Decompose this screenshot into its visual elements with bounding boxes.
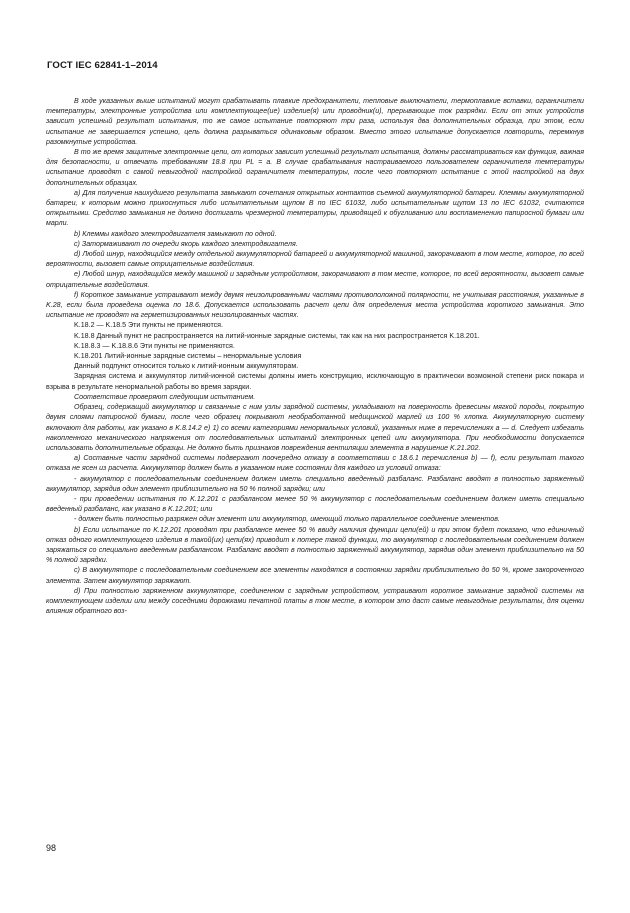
paragraph: e) Любой шнур, находящийся между машиной и зарядным устройством, закорачивают в том месте, которое, по всей вероятности, вызовет самые отрицательные воздействия. bbox=[46, 270, 584, 289]
paragraph: K.18.2 — K.18.5 Эти пункты не применяются. bbox=[74, 321, 223, 330]
paragraph: a) Для получения наихудшего результата замыкают сочетания открытых контактов съемной аккумуляторной батареи. Клеммы аккумуляторной батареи, к которым можно прикоснуться либо испытательным щупом B по IEC 61032, либо испытательным щупом 13 по IEC 61032, считаются открытыми. Средство замыкания не должно достигать чрезмерной температуры, приводящей к обугливанию или воспламенению папиросной бумаги или марли. bbox=[46, 188, 584, 228]
paragraph: - при проведении испытания по K.12.201 с разбалансом менее 50 % аккумулятор с последовательным соединением должен иметь специально введенный разбаланс, как указано в K.12.201; или bbox=[46, 494, 584, 514]
paragraph: K.18.8 Данный пункт не распространяется на литий-ионные зарядные системы, так как на них распространяется K.18.201. bbox=[74, 331, 480, 340]
paragraph: a) Составные части зарядной системы подвергают поочередно отказу в соответствии с 18.6.1 перечисления b) — f), если результат такого отказа не ясен из расчета. Аккумулятор должен быть в указанном ниже состоянии для каждого из условий отказа: bbox=[46, 454, 584, 473]
paragraph: K.18.201 Литий-ионные зарядные системы – ненормальные условия bbox=[74, 352, 302, 361]
paragraph: Данный подпункт относится только к литий-ионным аккумуляторам. bbox=[74, 362, 299, 371]
paragraph: Образец, содержащий аккумулятор и связанные с ним узлы зарядной системы, укладывают на поверхность древесины мягкой породы, покрытую двумя слоями папиросной бумаги, после чего образец покрывают необработанной медицинской марлей из 100 % хлопка. Аккумуляторную систему включают для работы, как указано в K.8.14.2 e) 1) со всеми категориями ненормальных условий, указанных ниже в перечислениях a — d. Следует избегать накопленного механического напряжения от последовательных испытаний электронных цепей или аккумулятора. При необходимости допускается использовать дополнительные образцы. Не должно быть признаков повреждения вентиляции элемента в нарушение K.21.202. bbox=[46, 403, 584, 452]
document-body bbox=[46, 96, 584, 616]
paragraph: d) Любой шнур, находящийся между отдельной аккумуляторной батареей и аккумуляторной машиной, закорачивают в том месте, которое, по всей вероятности, вызовет самые отрицательные воздействия. bbox=[46, 250, 584, 269]
paragraph: - аккумулятор с последовательным соединением должен иметь специально введенный разбаланс. Разбаланс вводят в полностью заряженный аккумулятор, зарядив один элемент приблизительно на 50 % полной зарядки; или bbox=[46, 474, 584, 493]
page-number: 98 bbox=[46, 843, 57, 853]
paragraph: b) Клеммы каждого электродвигателя замыкают по одной. bbox=[74, 229, 277, 238]
document-header: ГОСТ IEC 62841-1–2014 bbox=[47, 60, 158, 71]
paragraph: c) Затормаживают по очереди якорь каждого электродвигателя. bbox=[74, 239, 298, 248]
paragraph: В то же время защитные электронные цепи, от которых зависит успешный результат испытания, должны рассматриваться как функция, важная для безопасности, и отвечать требованиям 18.8 при PL = a. В случае срабатывания настраиваемого пользователем ограничителя температуры испытание проводят с самой невыгодной настройкой ограничителя температуры, после чего повторяют испытание с этой настройкой на двух дополнительных образцах. bbox=[46, 148, 584, 187]
paragraph: f) Короткое замыкание устраивают между двумя неизолированными частями противоположной полярности, не учитывая расстояния, указанные в K.28, если была проведена оценка по 18.6. Допускается использовать расчет цепи для определения места устройства короткого замыкания. Это испытание не проводят на герметизированных неизолированных частях. bbox=[46, 290, 584, 320]
paragraph: В ходе указанных выше испытаний могут срабатывать плавкие предохранители, тепловые выключатели, термоплавкие вставки, ограничители температуры, электронные устройства или комплектующее(ие) изделие(я) или проводник(и), прерывающие ток разрядки. Если от этих устройств зависит успешный результат испытания, то же самое испытание повторяют три раза, используя два дополнительных образца, при этом, если испытание не завершается успешно, цепь должна разрываться одинаковым образом. Вместо этого испытание допускается повторить, перемкнув разомкнутые устройства. bbox=[46, 97, 584, 146]
paragraph: Зарядная система и аккумулятор литий-ионной системы должны иметь конструкцию, исключающую в практически возможной степени риск пожара и взрыва в результате ненормальной работы во время зарядки. bbox=[46, 372, 584, 391]
paragraph: K.18.8.3 — K.18.8.6 Эти пункты не применяются. bbox=[74, 341, 235, 350]
paragraph: Соответствие проверяют следующим испытанием. bbox=[74, 392, 256, 401]
paragraph: d) При полностью заряженном аккумуляторе, соединенном с зарядным устройством, устраивают короткое замыкание зарядной системы на комплектующем изделии или между соседними дорожками печатной платы в том месте, в котором это даст самые невыгодные результаты, для оценки влияния обратного воз- bbox=[46, 586, 584, 616]
paragraph: b) Если испытание по K.12.201 проводят при разбалансе менее 50 % ввиду наличия функции цепи(ей) и при этом будет показано, что единичный отказ одного комплектующего изделия в такой(их) цепи(ях) приводит к потере такой функции, то аккумулятор с последовательным соединением должен заряжаться со специально введенным разбалансом. Разбаланс вводят в полностью заряженный аккумулятор, зарядив один элемент приблизительно на 50 % полной зарядки. bbox=[46, 525, 584, 565]
paragraph: - должен быть полностью разряжен один элемент или аккумулятор, имеющий только параллельное соединение элементов. bbox=[74, 515, 500, 524]
paragraph: c) В аккумуляторе с последовательным соединением все элементы находятся в состоянии зарядки приблизительно до 50 %, кроме закороченного элемента. Затем аккумулятор заряжают. bbox=[46, 566, 584, 585]
